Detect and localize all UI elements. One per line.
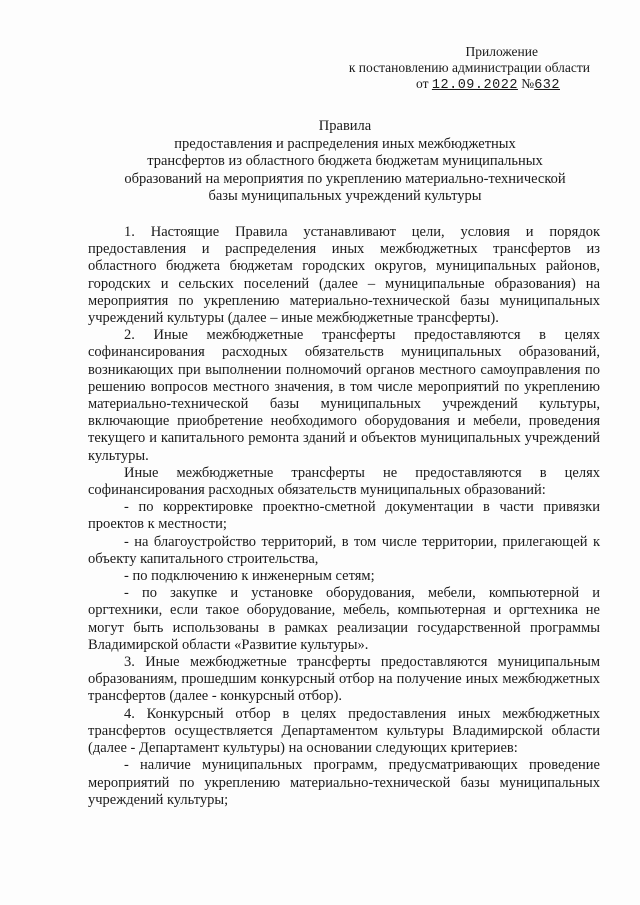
- list-item: - по подключению к инженерным сетям;: [124, 568, 375, 585]
- document-body: [88, 218, 600, 809]
- title-line: предоставления и распределения иных межбюджетных: [174, 136, 516, 153]
- list-item: - по закупке и установке оборудования, мебели, компьютерной и оргтехники, если такое оборудование, мебель, компьютерная и оргтехника не могут быть использованы в рамках реализации государственной программы Владимирской области «Развитие культуры».: [88, 585, 600, 653]
- number-sign: №: [521, 76, 535, 91]
- date-prefix: от: [416, 76, 429, 91]
- paragraph-2: 2. Иные межбюджетные трансферты предоставляются в целях софинансирования расходных обязательств муниципальных образований, возникающих при выполнении полномочий органов местного самоуправления по решению вопросов местного значения, в том числе мероприятий по укреплению материально-технической базы муниципальных учреждений культуры, включающие приобретение необходимого оборудования и мебели, проведения текущего и капитального ремонта зданий и объектов муниципальных учреждений культуры.: [88, 327, 600, 464]
- title-line: образований на мероприятия по укреплению материально-технической: [124, 170, 566, 187]
- title-heading: Правила: [318, 118, 372, 134]
- appendix-header: [330, 44, 590, 94]
- appendix-subtitle: к постановлению администрации области: [348, 60, 590, 75]
- decree-number: 632: [534, 78, 560, 93]
- paragraph-3: 3. Иные межбюджетные трансферты предоставляются муниципальным образованиям, прошедшим конкурсный отбор на получение иных межбюджетных трансфертов (далее - конкурсный отбор).: [88, 654, 600, 705]
- appendix-date-line: [330, 76, 590, 94]
- document-title: [90, 118, 600, 205]
- paragraph-exclusions-intro: Иные межбюджетные трансферты не предоставляются в целях софинансирования расходных обязательств муниципальных образований:: [88, 464, 600, 499]
- appendix-title: Приложение: [465, 44, 538, 59]
- title-line: базы муниципальных учреждений культуры: [208, 187, 482, 204]
- paragraph-4: 4. Конкурсный отбор в целях предоставления иных межбюджетных трансфертов осуществляется Департаментом культуры Владимирской области (далее - Департамент культуры) на основании следующих критериев:: [88, 705, 600, 757]
- paragraph-1: 1. Настоящие Правила устанавливают цели, условия и порядок предоставления и распределения иных межбюджетных трансфертов из областного бюджета бюджетам городских округов, муниципальных районов, городских и сельских поселений (далее – муниципальные образования) на мероприятия по укреплению материально-технической базы муниципальных учреждений культуры (далее – иные межбюджетные трансферты).: [88, 224, 600, 327]
- list-item: - на благоустройство территорий, в том числе территории, прилегающей к объекту капитального строительства,: [88, 533, 600, 567]
- title-line: трансфертов из областного бюджета бюджетам муниципальных: [147, 153, 543, 170]
- list-item: - наличие муниципальных программ, предусматривающих проведение мероприятий по укреплению материально-технической базы муниципальных учреждений культуры;: [88, 757, 600, 808]
- list-item: - по корректировке проектно-сметной документации в части привязки проектов к местности;: [88, 499, 600, 533]
- decree-date: 12.09.2022: [431, 78, 518, 93]
